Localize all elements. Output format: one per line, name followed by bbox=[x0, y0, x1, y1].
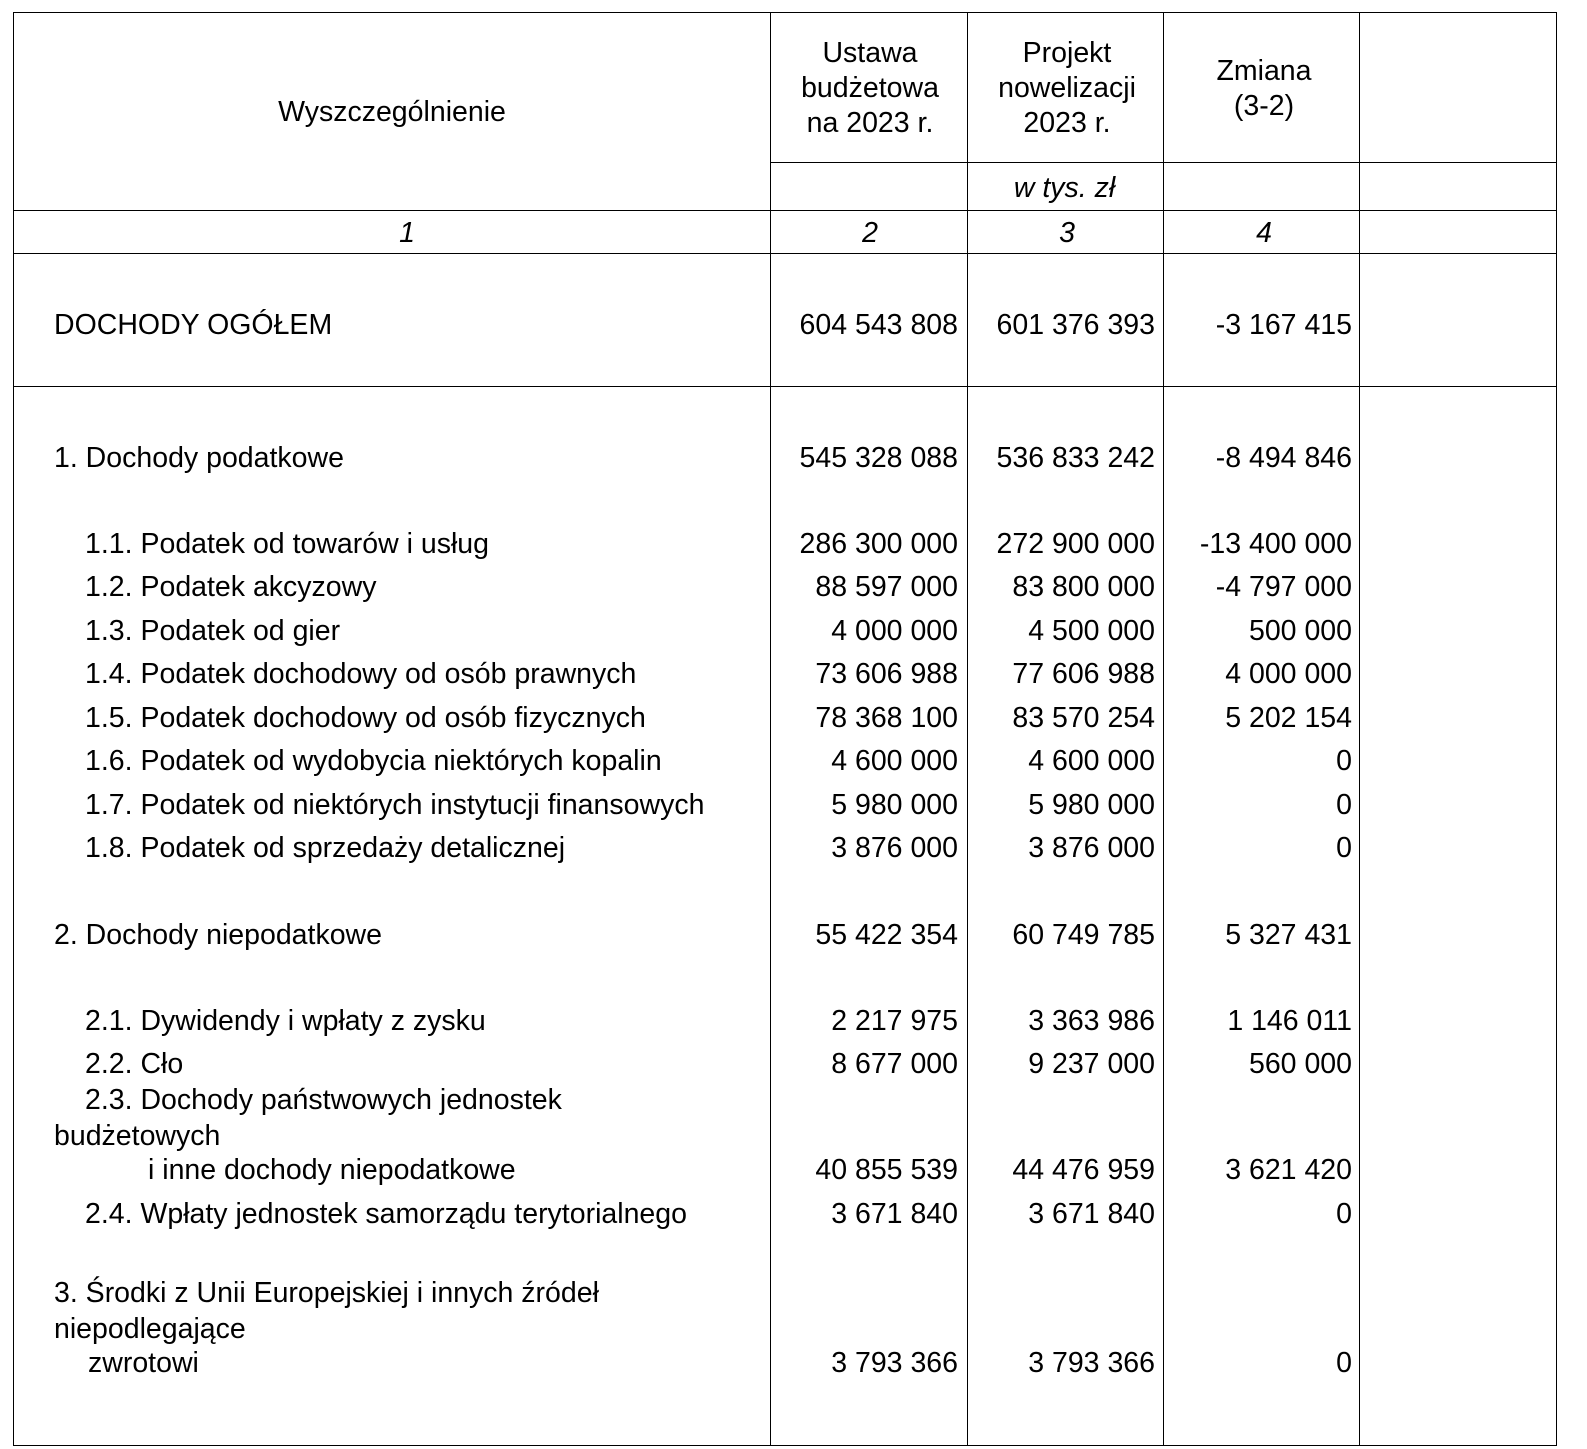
value-project: 4 600 000 bbox=[1028, 745, 1155, 777]
value-change: 1 146 011 bbox=[1227, 1005, 1352, 1037]
value-project: 44 476 959 bbox=[1012, 1154, 1155, 1186]
row-label-line: niepodlegające bbox=[54, 1313, 246, 1345]
header-divider bbox=[13, 210, 1557, 211]
header-change-line1: Zmiana bbox=[1216, 55, 1312, 87]
row-label: 2.1. Dywidendy i wpłaty z zysku bbox=[85, 1005, 486, 1037]
value-budget: 8 677 000 bbox=[831, 1048, 958, 1080]
value-project: 77 606 988 bbox=[1012, 658, 1155, 690]
header-budget-line3: na 2023 r. bbox=[806, 107, 934, 139]
value-budget: 55 422 354 bbox=[815, 919, 958, 951]
row-label-line: 3. Środki z Unii Europejskiej i innych źródeł bbox=[54, 1277, 599, 1309]
value-change: 500 000 bbox=[1248, 615, 1352, 647]
value-budget: 286 300 000 bbox=[799, 528, 958, 560]
value-change: 5 327 431 bbox=[1225, 919, 1352, 951]
value-budget: 4 000 000 bbox=[831, 615, 958, 647]
row-label: 1.4. Podatek dochodowy od osób prawnych bbox=[85, 658, 637, 690]
value-budget: 3 671 840 bbox=[831, 1198, 958, 1230]
row-label: 1.8. Podatek od sprzedaży detalicznej bbox=[85, 832, 566, 864]
value-budget: 545 328 088 bbox=[799, 442, 958, 474]
value-budget: 5 980 000 bbox=[831, 789, 958, 821]
row-label: 1. Dochody podatkowe bbox=[54, 442, 344, 474]
row-label: 2. Dochody niepodatkowe bbox=[54, 919, 382, 951]
value-change: 0 bbox=[1336, 832, 1352, 864]
value-change: 0 bbox=[1336, 1198, 1352, 1230]
header-budget-line2: budżetowa bbox=[801, 72, 939, 104]
row-label: DOCHODY OGÓŁEM bbox=[54, 309, 333, 341]
row-label: 2.4. Wpłaty jednostek samorządu terytorialnego bbox=[85, 1198, 687, 1230]
value-change: -4 797 000 bbox=[1215, 571, 1352, 603]
value-budget: 604 543 808 bbox=[799, 309, 958, 341]
value-change: 0 bbox=[1336, 1347, 1352, 1379]
value-project: 83 570 254 bbox=[1012, 702, 1155, 734]
header-project-line2: nowelizacji bbox=[998, 72, 1136, 104]
value-change: 0 bbox=[1336, 789, 1352, 821]
row-label-line: 2.3. Dochody państwowych jednostek bbox=[85, 1084, 562, 1116]
row-label-line: zwrotowi bbox=[88, 1347, 199, 1379]
row-label: 1.6. Podatek od wydobycia niektórych kopalin bbox=[85, 745, 662, 777]
value-project: 4 500 000 bbox=[1028, 615, 1155, 647]
value-budget: 4 600 000 bbox=[831, 745, 958, 777]
value-change: 5 202 154 bbox=[1225, 702, 1352, 734]
header-budget-line1: Ustawa bbox=[822, 37, 918, 69]
column-number-1: 1 bbox=[399, 217, 415, 249]
column-number-3: 3 bbox=[1059, 217, 1075, 249]
row-divider bbox=[13, 386, 1557, 387]
value-project: 5 980 000 bbox=[1028, 789, 1155, 821]
value-change: 560 000 bbox=[1248, 1048, 1352, 1080]
value-budget: 88 597 000 bbox=[815, 571, 958, 603]
value-project: 3 876 000 bbox=[1028, 832, 1155, 864]
value-budget: 2 217 975 bbox=[831, 1005, 958, 1037]
value-budget: 3 793 366 bbox=[831, 1347, 958, 1379]
value-project: 83 800 000 bbox=[1012, 571, 1155, 603]
value-change: 0 bbox=[1336, 745, 1352, 777]
row-label: 1.1. Podatek od towarów i usług bbox=[85, 528, 489, 560]
value-budget: 73 606 988 bbox=[815, 658, 958, 690]
value-project: 9 237 000 bbox=[1028, 1048, 1155, 1080]
value-change: -8 494 846 bbox=[1215, 442, 1352, 474]
value-project: 3 671 840 bbox=[1028, 1198, 1155, 1230]
column-number-4: 4 bbox=[1256, 217, 1272, 249]
row-label: 1.5. Podatek dochodowy od osób fizycznych bbox=[85, 702, 646, 734]
value-budget: 3 876 000 bbox=[831, 832, 958, 864]
row-label: 2.2. Cło bbox=[85, 1048, 184, 1080]
row-label-line: i inne dochody niepodatkowe bbox=[148, 1154, 516, 1186]
header-divider bbox=[13, 253, 1557, 254]
value-project: 601 376 393 bbox=[996, 309, 1155, 341]
row-label: 1.2. Podatek akcyzowy bbox=[85, 571, 377, 603]
value-project: 272 900 000 bbox=[996, 528, 1155, 560]
value-change: -3 167 415 bbox=[1215, 309, 1352, 341]
header-change-line2: (3-2) bbox=[1233, 90, 1295, 122]
value-project: 536 833 242 bbox=[996, 442, 1155, 474]
header-unit: w tys. zł bbox=[1013, 172, 1116, 204]
row-label: 1.3. Podatek od gier bbox=[85, 615, 341, 647]
value-change: 3 621 420 bbox=[1225, 1154, 1352, 1186]
value-project: 3 363 986 bbox=[1028, 1005, 1155, 1037]
value-project: 3 793 366 bbox=[1028, 1347, 1155, 1379]
row-label-line: budżetowych bbox=[54, 1120, 221, 1152]
header-project-line3: 2023 r. bbox=[1023, 107, 1111, 139]
row-label: 1.7. Podatek od niektórych instytucji finansowych bbox=[85, 789, 705, 821]
value-budget: 40 855 539 bbox=[815, 1154, 958, 1186]
value-change: -13 400 000 bbox=[1199, 528, 1352, 560]
value-change: 4 000 000 bbox=[1225, 658, 1352, 690]
value-project: 60 749 785 bbox=[1012, 919, 1155, 951]
value-budget: 78 368 100 bbox=[815, 702, 958, 734]
header-divider bbox=[770, 162, 1557, 163]
header-description: Wyszczególnienie bbox=[278, 96, 506, 128]
column-number-2: 2 bbox=[862, 217, 878, 249]
header-project-line1: Projekt bbox=[1022, 37, 1112, 69]
